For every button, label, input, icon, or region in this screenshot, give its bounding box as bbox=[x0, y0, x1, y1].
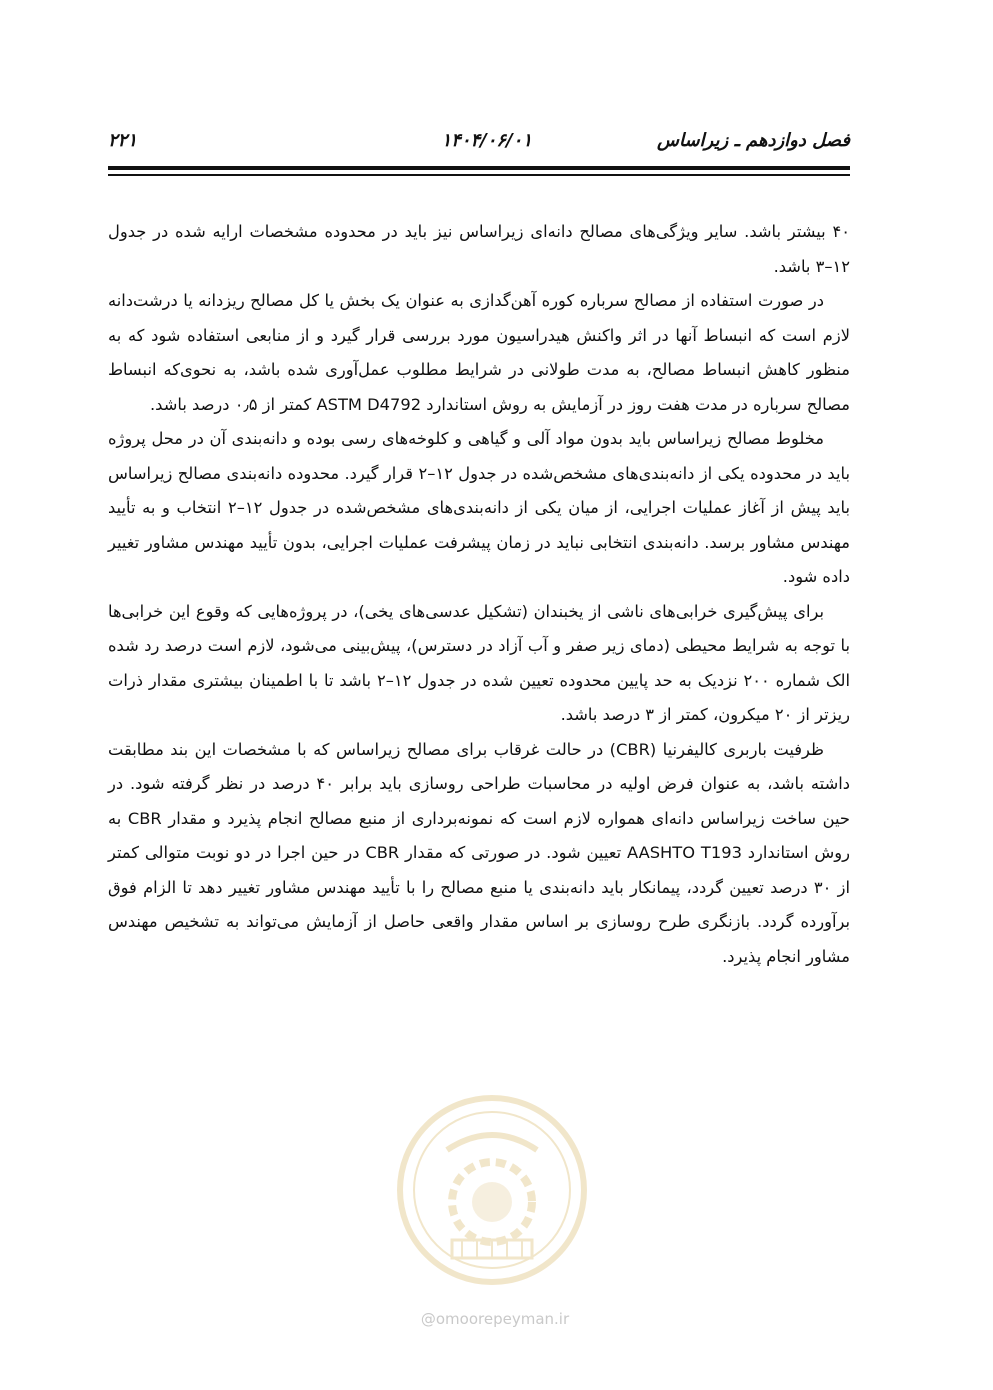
paragraph-2: در صورت استفاده از مصالح سرباره کوره آهن‌گدازی به عنوان یک بخش یا کل مصالح ریزدانه یا درشت‌دانه لازم است که انبساط آنها در اثر واکنش هیدراسیون مورد بررسی قرار گیرد و از منابعی استفاده شود که به منظور کاهش انبساط مصالح، به مدت طولانی در شرایط مطلوب عمل‌آوری شده باشد، به نحوی‌که انبساط مصالح سرباره در مدت هفت روز در آزمایش به روش استاندارد ASTM D4792 کمتر از ۰٫۵ درصد باشد. bbox=[108, 291, 850, 414]
paragraph-5: ظرفیت باربری کالیفرنیا (CBR) در حالت غرقاب برای مصالح زیراساس که با مشخصات این بند مطابقت داشته باشد، به عنوان فرض اولیه در محاسبات طراحی روسازی باید برابر ۴۰ درصد در نظر گرفته شود. در حین ساخت زیراساس دانه‌ای همواره لازم است که نمونه‌برداری از منبع مصالح انجام پذیرد و مقدار CBR به روش استاندارد AASHTO T193 تعیین شود. در صورتی که مقدار CBR در حین اجرا در دو نوبت متوالی کمتر از ۳۰ درصد تعیین گردد، پیمانکار باید دانه‌بندی یا منبع مصالح را با تأیید مهندس مشاور تغییر دهد تا الزام فوق برآورده گردد. بازنگری طرح روسازی بر اساس مقدار واقعی حاصل از آزمایش می‌تواند به تشخیص مهندس مشاور انجام پذیرد. bbox=[108, 739, 851, 966]
paragraph-1: ۴۰ بیشتر باشد. سایر ویژگی‌های مصالح دانه‌ای زیراساس نیز باید در محدوده مشخصات ارایه شده در جدول ۱۲–۳ باشد. bbox=[108, 222, 850, 276]
header-rule-thick bbox=[108, 166, 850, 170]
page-header bbox=[108, 126, 850, 156]
paragraph-3: مخلوط مصالح زیراساس باید بدون مواد آلی و گیاهی و کلوخه‌های رسی بوده و دانه‌بندی آن در محل پروژه باید در محدوده یکی از دانه‌بندی‌های مشخص‌شده در جدول ۱۲–۲ قرار گیرد. محدوده دانه‌بندی مصالح زیراساس باید پیش از آغاز عملیات اجرایی، از میان یکی از دانه‌بندی‌های مشخص‌شده در جدول ۱۲–۲ انتخاب و به تأیید مهندس مشاور برسد. دانه‌بندی انتخابی نباید در زمان پیشرفت عملیات اجرایی، بدون تأیید مهندس مشاور تغییر داده شود. bbox=[108, 429, 850, 586]
body-text bbox=[108, 215, 850, 974]
header-date: ۱۴۰۴/۰۶/۰۱ bbox=[441, 130, 532, 151]
page-number: ۲۲۱ bbox=[108, 130, 138, 151]
watermark-url: @omoorepeyman.ir bbox=[420, 1310, 570, 1328]
watermark-logo-icon bbox=[392, 1090, 592, 1290]
paragraph-4: برای پیش‌گیری خرابی‌های ناشی از یخبندان (تشکیل عدسی‌های یخی)، در پروژه‌هایی که وقوع این خرابی‌ها با توجه به شرایط محیطی (دمای زیر صفر و آب آزاد در دسترس)، پیش‌بینی می‌شود، لازم است درصد رد شده الک شماره ۲۰۰ نزدیک به حد پایین محدوده تعیین شده در جدول ۱۲–۲ باشد تا با اطمینان بیشتری مقدار ذرات ریزتر از ۲۰ میکرون، کمتر از ۳ درصد باشد. bbox=[108, 601, 850, 724]
header-rule-thin bbox=[108, 174, 850, 176]
chapter-title: فصل دوازدهم ـ زیراساس bbox=[657, 130, 850, 151]
